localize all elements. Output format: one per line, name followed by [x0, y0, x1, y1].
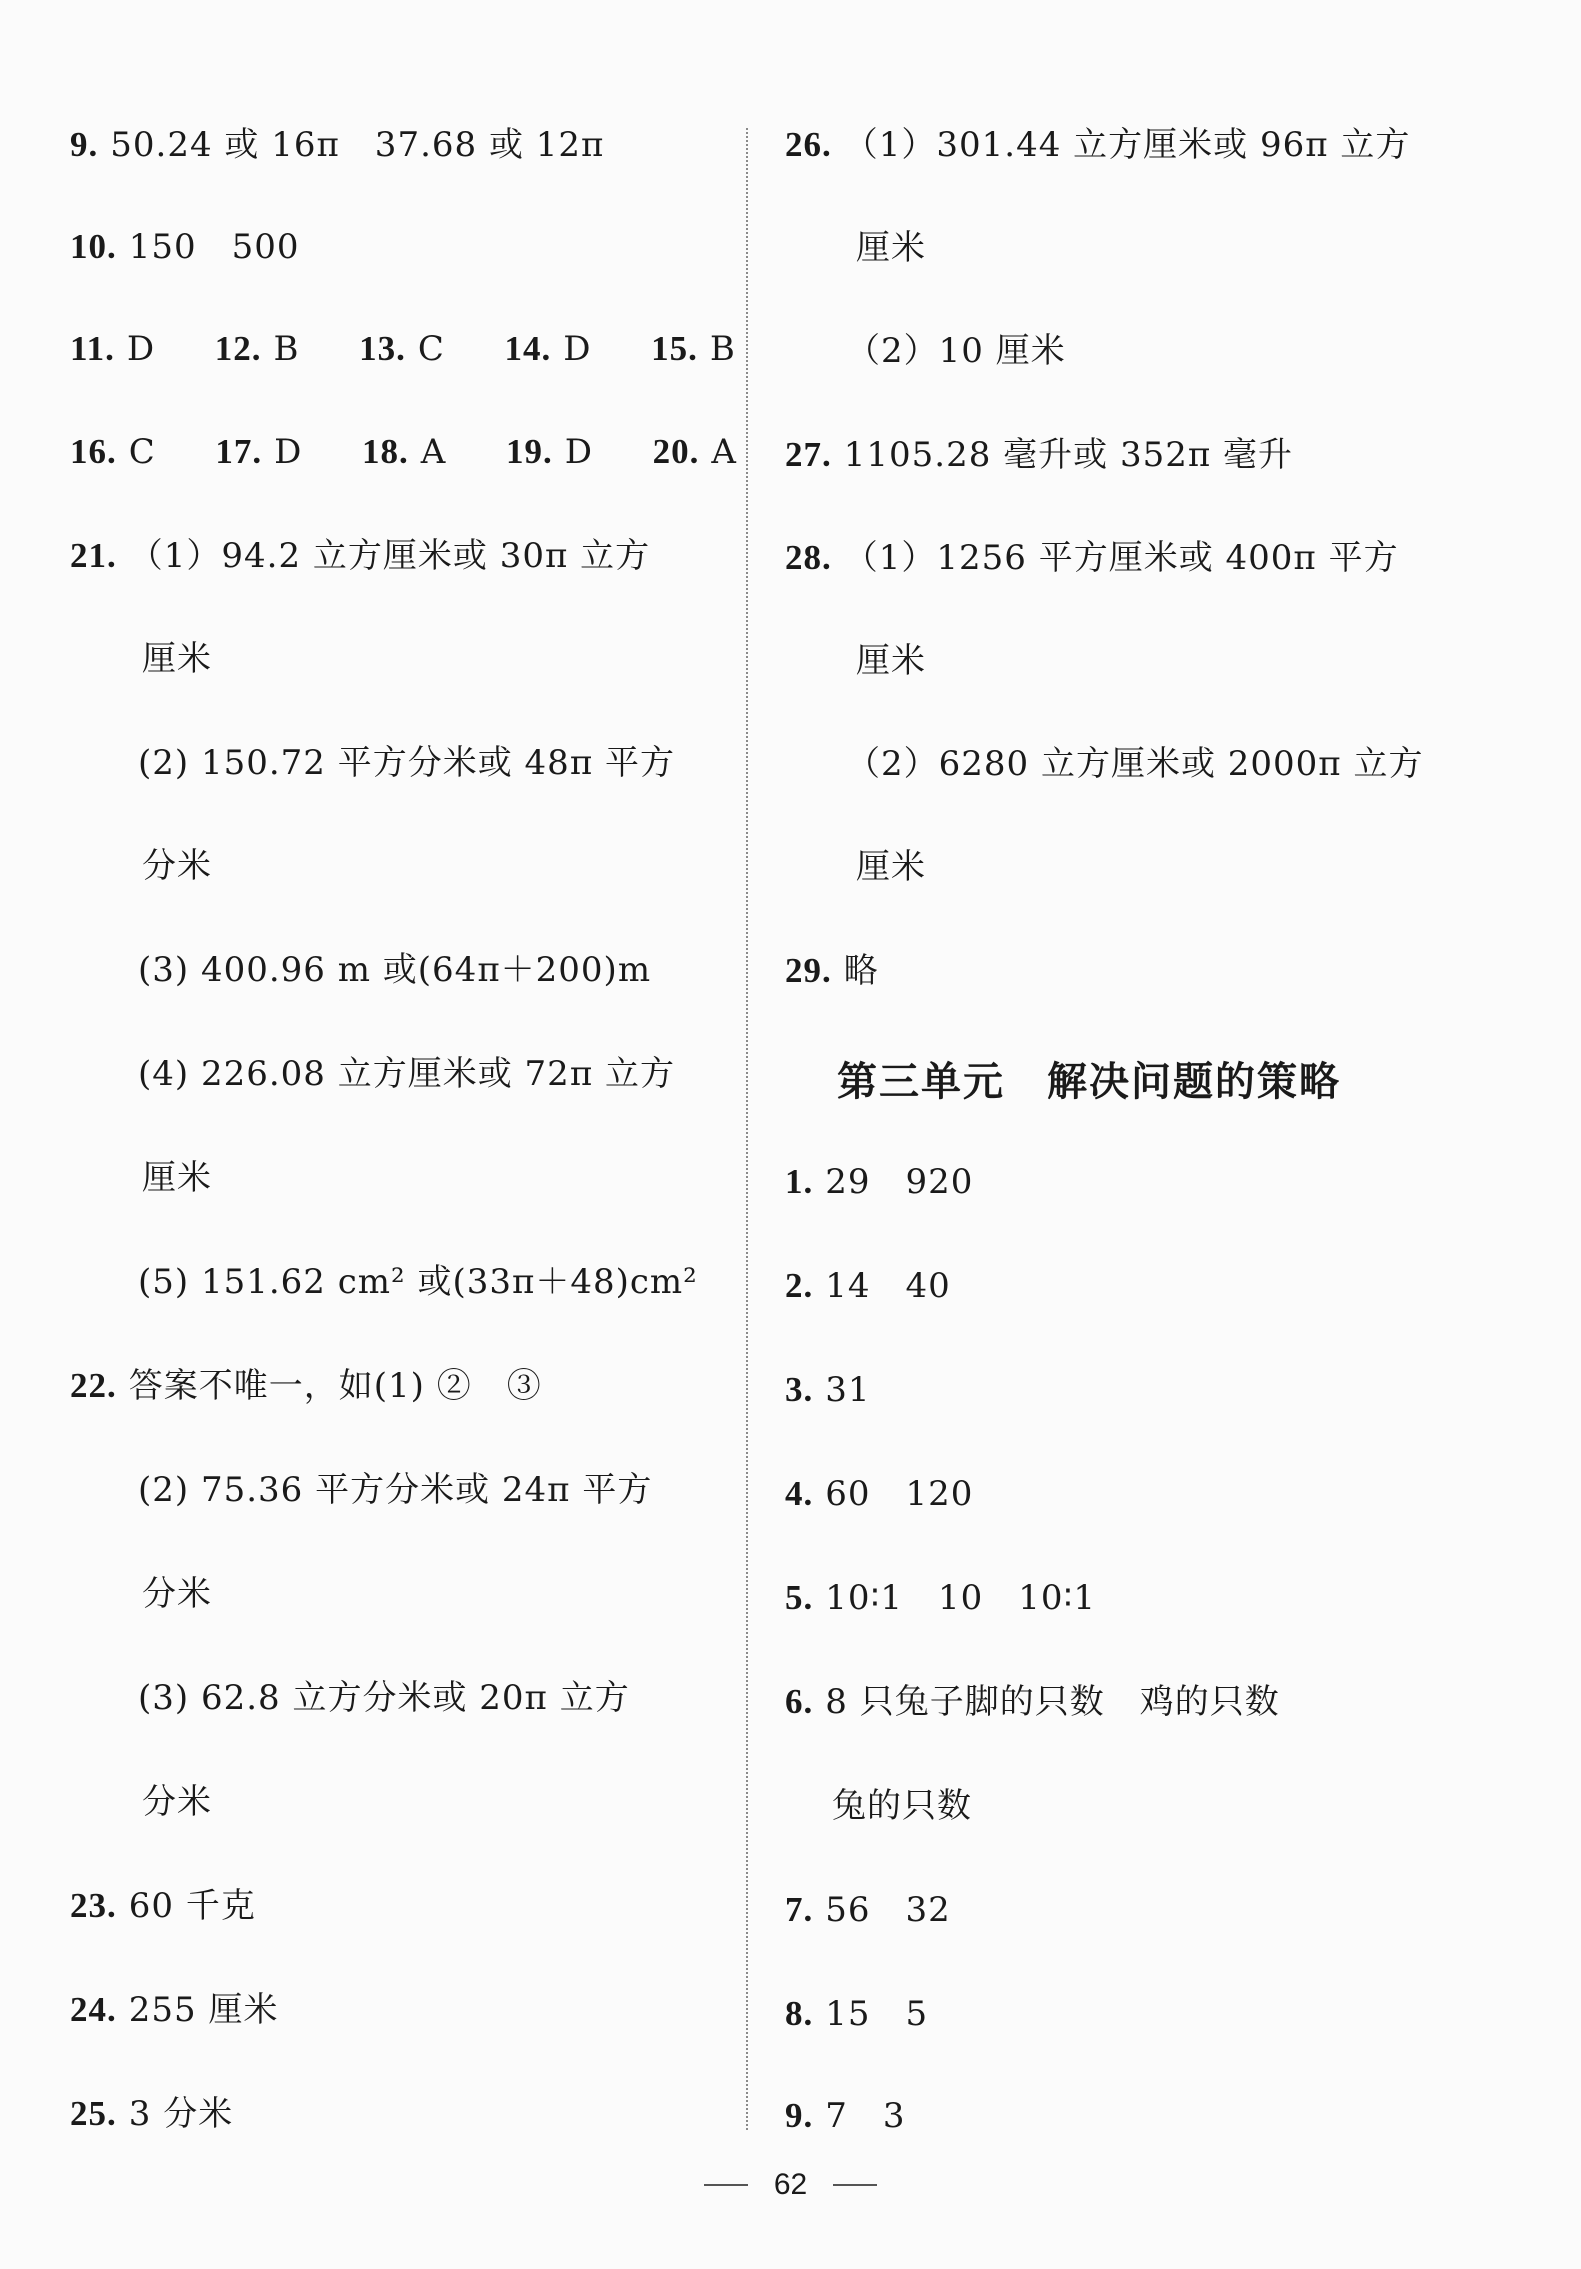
question-number: 20.: [652, 432, 700, 471]
answer-line: [856, 226, 926, 270]
choice-answer: D: [274, 432, 303, 472]
page-footer: [0, 2160, 1581, 2210]
question-number: 15.: [651, 329, 698, 368]
answer-text: 略: [843, 951, 879, 991]
question-number: 1.: [785, 1162, 814, 1201]
answer-line: [785, 1992, 928, 2036]
answer-line: [785, 1680, 1280, 1724]
answer-text: （2）10 厘米: [846, 331, 1066, 371]
answer-line: [70, 123, 604, 167]
column-divider: [746, 128, 748, 2130]
answer-line: [138, 1052, 675, 1096]
question-number: 9.: [785, 2096, 814, 2135]
answer-line: [142, 1156, 212, 1200]
answer-line: [70, 1988, 278, 2032]
question-number: 10.: [70, 227, 117, 266]
answer-text: 3 分米: [128, 2094, 234, 2134]
answer-text: 150 500: [128, 227, 300, 267]
question-number: 23.: [70, 1886, 117, 1925]
footer-dash: [704, 2184, 748, 2186]
answer-text: 60 千克: [128, 1886, 256, 1926]
question-number: 14.: [504, 329, 552, 368]
answer-text: （1）94.2 立方厘米或 30π 立方: [128, 536, 651, 576]
answer-text: 分米: [142, 1782, 212, 1822]
answer-text: 29 920: [825, 1162, 974, 1202]
question-number: 8.: [785, 1994, 814, 2033]
choice-answer: B: [709, 329, 736, 369]
page-number: 62: [773, 2168, 808, 2201]
answer-text: 1105.28 毫升或 352π 毫升: [843, 435, 1294, 475]
answer-text: （1）1256 平方厘米或 400π 平方: [843, 538, 1399, 578]
answer-line: [785, 433, 1293, 477]
answer-text: 厘米: [856, 641, 926, 681]
question-number: 7.: [785, 1890, 814, 1929]
answer-line: [785, 1576, 1096, 1620]
answer-line: [846, 329, 1066, 373]
answer-line: [785, 949, 879, 993]
answer-text: 分米: [142, 846, 212, 886]
answer-line: [138, 1468, 652, 1512]
answer-line: [138, 1676, 630, 1720]
answer-line: [142, 637, 212, 681]
answer-line: [785, 1888, 951, 1932]
answer-line: [138, 1260, 698, 1304]
answer-text: （1）301.44 立方厘米或 96π 立方: [843, 125, 1411, 165]
answer-line: [785, 2094, 906, 2138]
answer-line: [70, 534, 650, 578]
choice-answer: A: [711, 432, 737, 472]
question-number: 25.: [70, 2094, 117, 2133]
question-number: 29.: [785, 951, 832, 990]
answer-text: 255 厘米: [128, 1990, 279, 2030]
question-number: 27.: [785, 435, 832, 474]
answer-line: [785, 123, 1410, 167]
answer-line: [785, 1368, 871, 1412]
answer-line: [142, 1572, 212, 1616]
answer-text: (5) 151.62 cm² 或(33π＋48)cm²: [138, 1262, 698, 1302]
choice-answer: D: [564, 432, 593, 472]
question-number: 16.: [70, 432, 117, 471]
answer-text: (4) 226.08 立方厘米或 72π 立方: [138, 1054, 675, 1094]
choice-answer: D: [563, 329, 592, 369]
question-number: 24.: [70, 1990, 117, 2029]
answer-text: （2）6280 立方厘米或 2000π 立方: [846, 744, 1424, 784]
answer-text: 31: [825, 1370, 871, 1410]
answer-line: [785, 1264, 951, 1308]
answer-text: 10∶1 10 10∶1: [825, 1578, 1097, 1618]
question-number: 22.: [70, 1366, 117, 1405]
answer-line: [856, 845, 926, 889]
answer-text: (2) 75.36 平方分米或 24π 平方: [138, 1470, 653, 1510]
answer-text: 厘米: [142, 639, 212, 679]
answer-text: (3) 400.96 m 或(64π＋200)m: [138, 950, 652, 990]
answer-line: [70, 1364, 542, 1408]
choice-row: [70, 327, 736, 371]
question-number: 13.: [359, 329, 406, 368]
question-number: 5.: [785, 1578, 814, 1617]
answer-line: [138, 948, 651, 992]
choice-answer: D: [126, 329, 156, 369]
answer-text: 厘米: [856, 228, 926, 268]
choice-answer: A: [420, 432, 447, 472]
answer-line: [832, 1784, 972, 1828]
question-number: 11.: [70, 329, 115, 368]
answer-text: 50.24 或 16π 37.68 或 12π: [110, 125, 605, 165]
section-title: 第三单元 解决问题的策略: [837, 1059, 1341, 1105]
answer-line: [785, 1472, 973, 1516]
question-number: 21.: [70, 536, 117, 575]
answer-text: 厘米: [856, 847, 926, 887]
answer-text: 56 32: [825, 1890, 951, 1930]
footer-dash: [833, 2184, 877, 2186]
question-number: 19.: [505, 432, 553, 471]
choice-answer: C: [417, 329, 445, 369]
answer-text: 14 40: [825, 1266, 951, 1306]
answer-text: (3) 62.8 立方分米或 20π 立方: [138, 1678, 630, 1718]
question-number: 17.: [215, 432, 263, 471]
answer-text: 厘米: [142, 1158, 212, 1198]
choice-row: [70, 430, 737, 474]
question-number: 18.: [362, 432, 409, 471]
answer-line: [142, 1780, 212, 1824]
answer-line: [846, 742, 1423, 786]
question-number: 9.: [70, 125, 99, 164]
question-number: 26.: [785, 125, 832, 164]
question-number: 6.: [785, 1682, 814, 1721]
answer-text: 答案不唯一，如(1) ② ③: [128, 1366, 542, 1406]
question-number: 3.: [785, 1370, 814, 1409]
answer-text: 分米: [142, 1574, 212, 1614]
choice-answer: C: [128, 432, 156, 472]
answer-line: [70, 2092, 233, 2136]
answer-line: [138, 741, 675, 785]
answer-text: 兔的只数: [832, 1786, 972, 1826]
answer-text: 15 5: [825, 1994, 929, 2034]
answer-line: [70, 1884, 256, 1928]
answer-text: 8 只兔子脚的只数 鸡的只数: [825, 1682, 1280, 1722]
answer-text: 60 120: [825, 1474, 974, 1514]
answer-line: [70, 225, 300, 269]
answer-line: [785, 1160, 973, 1204]
question-number: 2.: [785, 1266, 814, 1305]
answer-text: 7 3: [825, 2096, 906, 2136]
choice-answer: B: [273, 329, 300, 369]
answer-line: [785, 536, 1399, 580]
answer-text: (2) 150.72 平方分米或 48π 平方: [138, 743, 675, 783]
answer-line: [856, 639, 926, 683]
answer-line: [142, 844, 212, 888]
question-number: 4.: [785, 1474, 814, 1513]
question-number: 12.: [214, 329, 262, 368]
question-number: 28.: [785, 538, 832, 577]
